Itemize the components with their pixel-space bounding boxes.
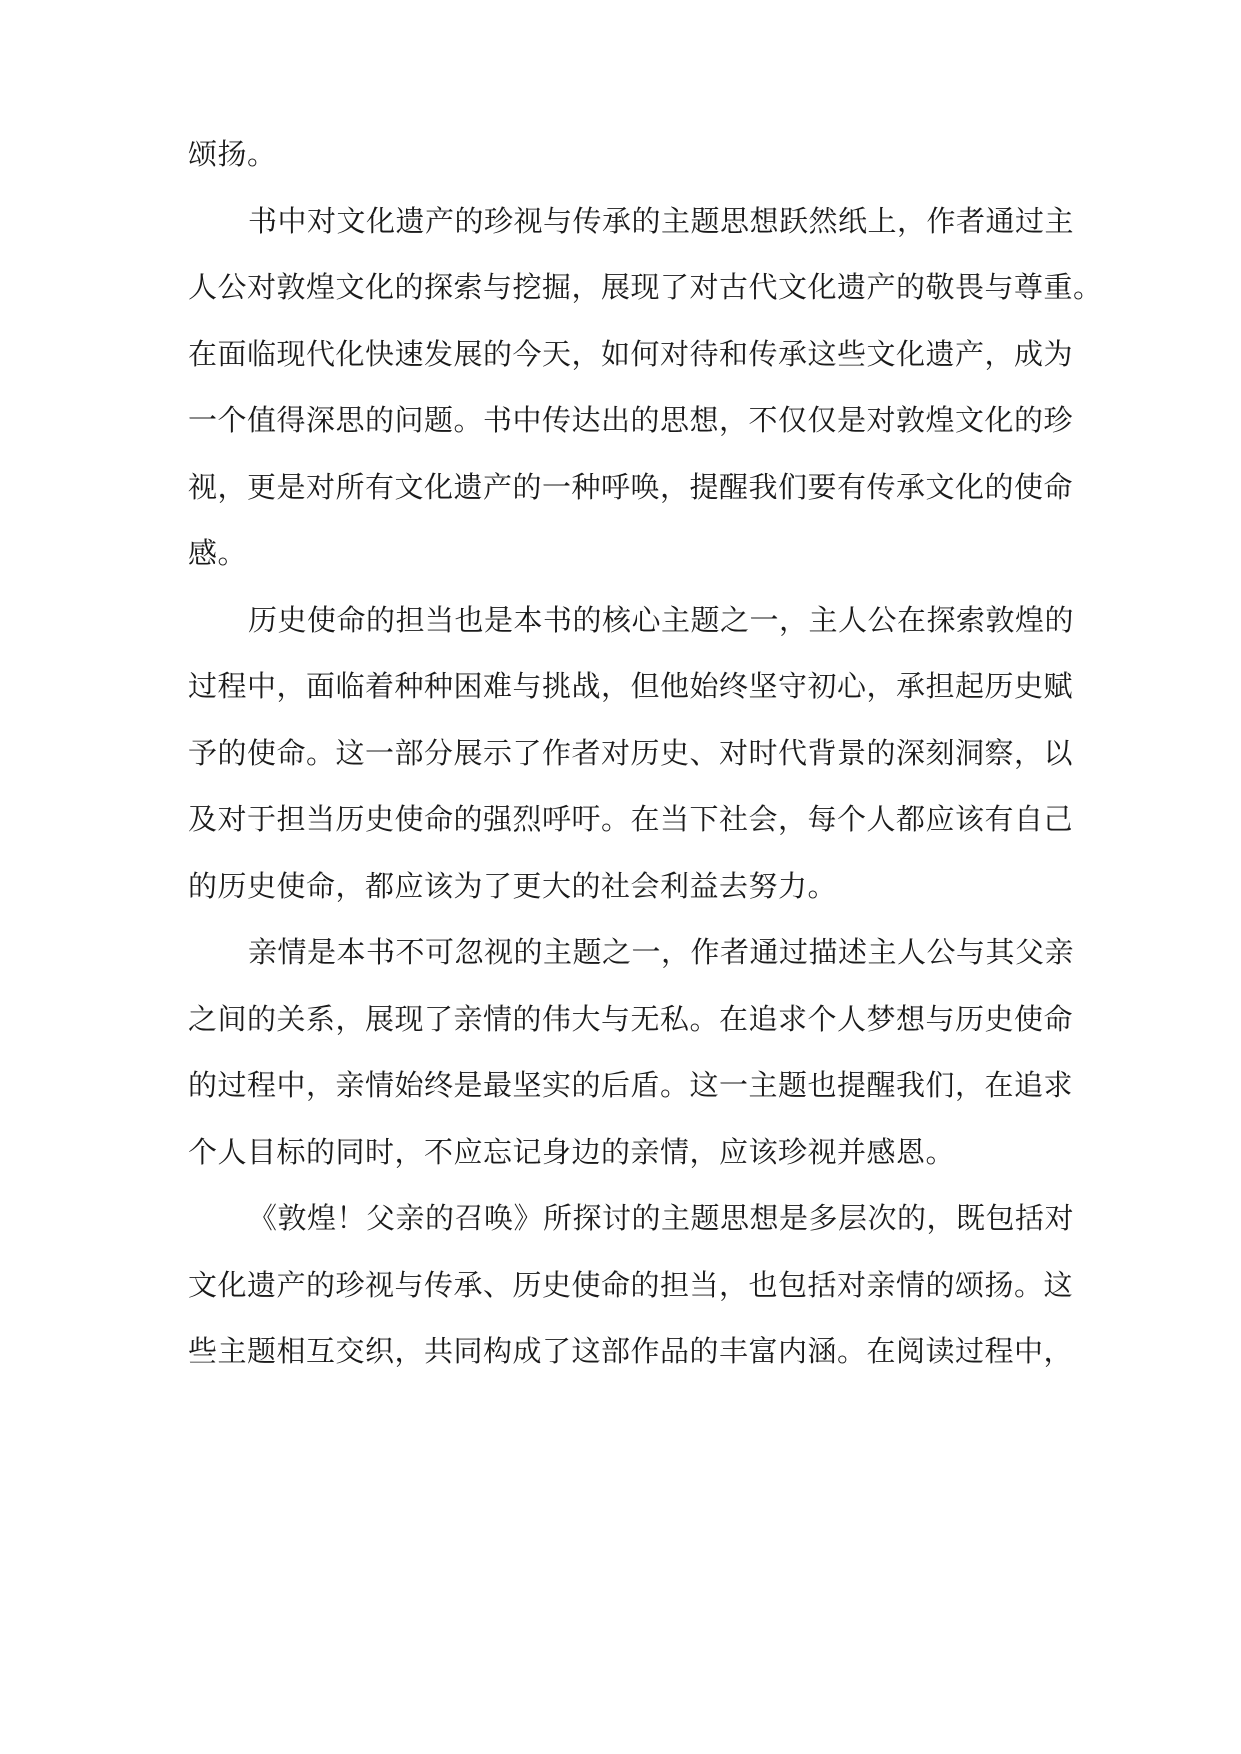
- text-line-8: 历史使命的担当也是本书的核心主题之一，主人公在探索敦煌的: [248, 603, 1075, 637]
- text-line-12: 的历史使命，都应该为了更大的社会利益去努力。: [188, 869, 838, 903]
- text-line-16: 个人目标的同时，不应忘记身边的亲情，应该珍视并感恩。: [188, 1135, 956, 1169]
- text-line-6: 视，更是对所有文化遗产的一种呼唤，提醒我们要有传承文化的使命: [188, 470, 1074, 504]
- text-line-10: 予的使命。这一部分展示了作者对历史、对时代背景的深刻洞察，以: [188, 736, 1074, 770]
- text-line-1: 颂扬。: [188, 137, 277, 171]
- text-line-2: 书中对文化遗产的珍视与传承的主题思想跃然纸上，作者通过主: [248, 204, 1075, 238]
- text-line-14: 之间的关系，展现了亲情的伟大与无私。在追求个人梦想与历史使命: [188, 1002, 1074, 1036]
- text-line-9: 过程中，面临着种种困难与挑战，但他始终坚守初心，承担起历史赋: [188, 669, 1074, 703]
- text-line-4: 在面临现代化快速发展的今天，如何对待和传承这些文化遗产，成为: [188, 337, 1074, 371]
- text-line-17: 《敦煌！父亲的召唤》所探讨的主题思想是多层次的，既包括对: [248, 1201, 1075, 1235]
- text-line-19: 些主题相互交织，共同构成了这部作品的丰富内涵。在阅读过程中，: [188, 1334, 1074, 1368]
- text-line-3: 人公对敦煌文化的探索与挖掘，展现了对古代文化遗产的敬畏与尊重。: [188, 270, 1103, 304]
- text-line-5: 一个值得深思的问题。书中传达出的思想，不仅仅是对敦煌文化的珍: [188, 403, 1074, 437]
- text-line-18: 文化遗产的珍视与传承、历史使命的担当，也包括对亲情的颂扬。这: [188, 1268, 1074, 1302]
- text-line-7: 感。: [188, 536, 248, 570]
- text-line-11: 及对于担当历史使命的强烈呼吁。在当下社会，每个人都应该有自己: [188, 802, 1074, 836]
- text-line-15: 的过程中，亲情始终是最坚实的后盾。这一主题也提醒我们，在追求: [188, 1068, 1074, 1102]
- text-line-13: 亲情是本书不可忽视的主题之一，作者通过描述主人公与其父亲: [248, 935, 1075, 969]
